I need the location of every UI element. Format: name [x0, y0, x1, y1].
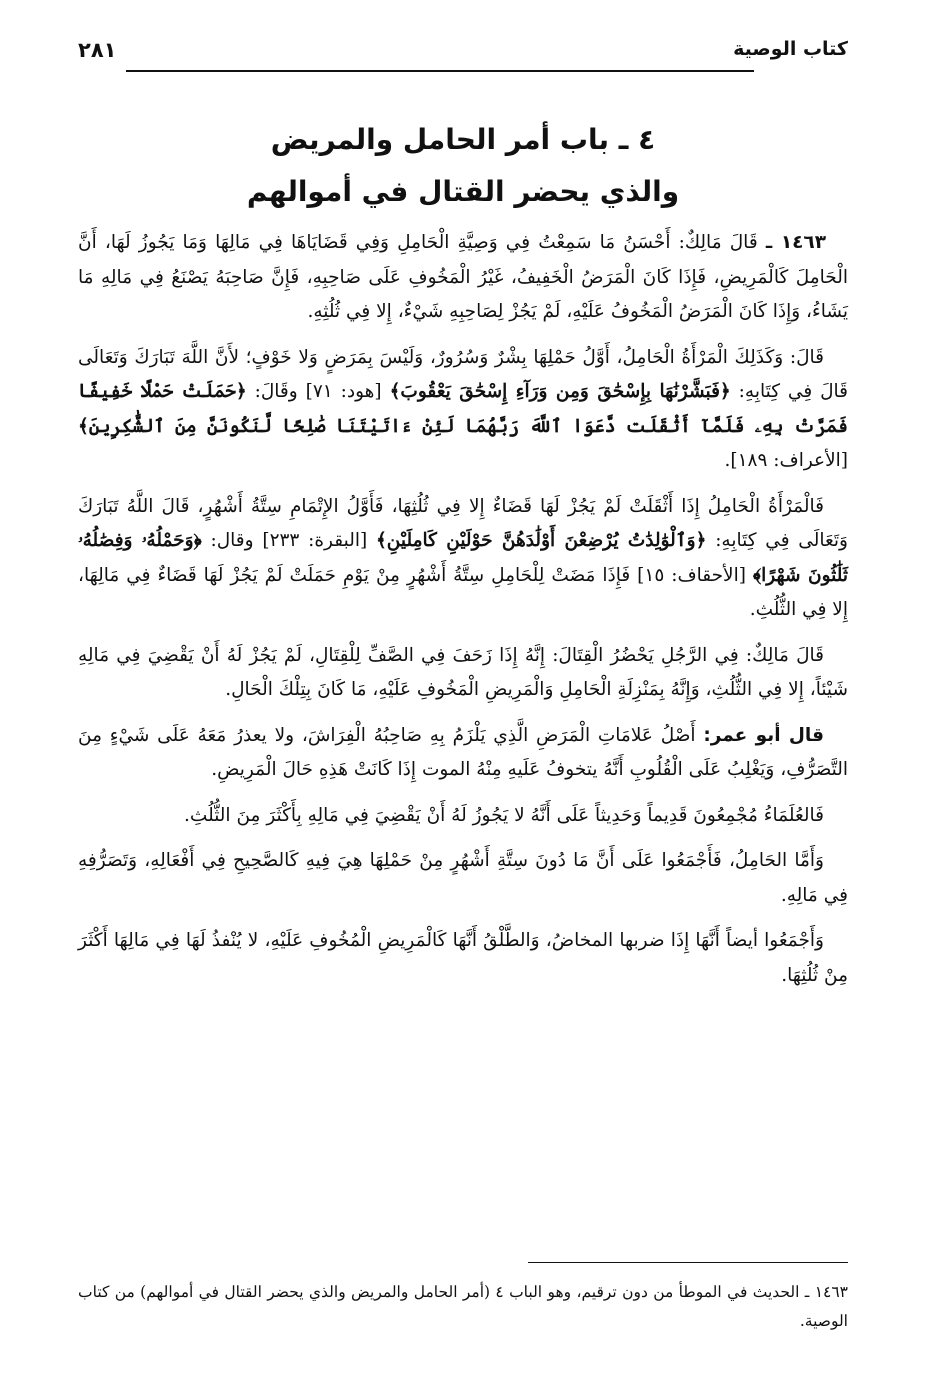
- paragraph: [78, 799, 848, 834]
- paragraph: [78, 341, 848, 479]
- quran-verse: ﴿وَحَمْلُهُۥ وَفِصَٰلُهُۥ ثَلَٰثُونَ شَهْرًا﴾: [78, 530, 849, 586]
- paragraph-text: فَالعُلَمَاءُ مُجْمِعُونَ قَدِيماً وَحَدِيثاً عَلَى أَنَّهُ لا يَجُوزُ لَهُ أَنْ يَقْضِيَ فِي مَالِهِ بِأَكْثَرَ مِنَ الثُّلُثِ.: [184, 804, 824, 826]
- hadith-number: ١٤٦٣ ـ: [765, 232, 827, 253]
- chapter-title-line-1: ٤ ـ باب أمر الحامل والمريض: [270, 123, 656, 156]
- paragraph: [78, 924, 848, 993]
- footnote-rule: [528, 1262, 848, 1263]
- verse-reference: [هود: ٧١] وقَالَ:: [254, 381, 382, 402]
- running-header: [78, 38, 848, 74]
- paragraph-text: فَالْمَرْأَةُ الْحَامِلُ إِذَا أَثْقَلَتْ لَمْ يَجُزْ لَهَا قَضَاءٌ إِلا فِي ثُلُثِهَا، فَأَوَّلُ الإِتْمَامِ سِتَّةُ أَشْهُرٍ، قَالَ اللَّهُ تَبَارَكَ وَتَعَالَى فِي كِتَابِهِ:: [78, 495, 848, 551]
- speaker-label: قال أبو عمر:: [703, 724, 824, 746]
- paragraph: [78, 490, 848, 628]
- verse-reference: [البقرة: ٢٣٣] وقال:: [210, 530, 368, 551]
- paragraph-text: أَصْلُ عَلامَاتِ الْمَرَضِ الَّذِي يَلْزَمُ بِهِ صَاحِبُهُ الْفِرَاشَ، ولا يعذرُ مَعَهُ عَلَى شَيْءٍ مِنَ التَّصَرُّفِ، وَيَغْلِبُ عَلَى الْقُلُوبِ أَنَّهُ يتخوفُ عَلَيهِ مِنْهُ الموت إِذَا كَانَتْ هَذِهِ حَالَ الْمَرِيضِ.: [78, 724, 848, 780]
- chapter-title-line-2: والذي يحضر القتال في أموالهم: [246, 175, 680, 208]
- quran-verse: ﴿فَبَشَّرْنَٰهَا بِإِسْحَٰقَ وَمِن وَرَآءِ إِسْحَٰقَ يَعْقُوبَ﴾: [389, 381, 731, 402]
- paragraph: [78, 844, 848, 913]
- paragraph: [78, 639, 848, 708]
- book-title: كتاب الوصية: [733, 38, 848, 60]
- paragraph-text: وَأَمَّا الحَامِلُ، فَأَجْمَعُوا عَلَى أَنَّ مَا دُونَ سِتَّةِ أَشْهُرٍ مِنْ حَمْلِهَا هِيَ فِيهِ كَالصَّحِيحِ فِي أَفْعَالِهِ، وَتَصَرُّفِهِ فِي مَالِهِ.: [78, 850, 848, 906]
- quran-verse: ﴿حَمَلَتْ حَمْلًا خَفِيفًا فَمَرَّتْ بِهِۦ فَلَمَّآ أَثْقَلَت دَّعَوَا ٱللَّهَ رَبَّهُمَا لَئِنْ ءَاتَيْتَنَا صَٰلِحًا لَّنَكُونَنَّ مِنَ ٱلشَّٰكِرِينَ﴾: [78, 381, 848, 437]
- hadith-paragraph: [78, 226, 848, 330]
- paragraph-text: وَأَجْمَعُوا أيضاً أَنَّهَا إِذَا ضربها المخاضُ، وَالطَّلْقُ أَنَّهَا كَالْمَرِيضِ الْمُخُوفِ عَلَيْهِ، لا يُنْفذُ لَهَا فِي مَالِهَا أَكْثَرَ مِنْ ثُلُثِهَا.: [78, 930, 848, 986]
- page-number: ٢٨١: [78, 38, 117, 62]
- chapter-title: [78, 114, 848, 218]
- paragraph-text: قَالَ: وَكَذَلِكَ الْمَرْأَةُ الْحَامِلُ، أَوَّلُ حَمْلِهَا بِشْرٌ وَسُرُورٌ، وَلَيْسَ بِمَرَضٍ وَلا خَوْفٍ؛ لأَنَّ اللَّهَ تَبَارَكَ وَتَعَالَى قَالَ فِي كِتَابِهِ:: [78, 346, 849, 402]
- body-text: [78, 226, 848, 1004]
- paragraph: [78, 719, 848, 788]
- paragraph-text: [الأحقاف: ١٥] فَإِذَا مَضَتْ لِلْحَامِلِ سِتَّةُ أَشْهُرٍ مِنْ يَوْمِ حَمَلَتْ لَمْ يَجُزْ لَهَا قَضَاءٌ فِي مَالِهَا، إِلا فِي الثُّلُثِ.: [78, 564, 848, 620]
- quran-verse: ﴿وَٱلْوَٰلِدَٰتُ يُرْضِعْنَ أَوْلَٰدَهُنَّ حَوْلَيْنِ كَامِلَيْنِ﴾: [375, 530, 707, 551]
- book-page: [78, 28, 848, 1368]
- verse-reference: [الأعراف: ١٨٩].: [724, 450, 848, 471]
- footnote: ١٤٦٣ ـ الحديث في الموطأ من دون ترقيم، وهو الباب ٤ (أمر الحامل والمريض والذي يحضر القتال في أموالهم) من كتاب الوصية.: [78, 1283, 848, 1330]
- hadith-text: قَالَ مَالِكٌ: أَحْسَنُ مَا سَمِعْتُ فِي وَصِيَّةِ الْحَامِلِ وَفِي قَضَايَاهَا فِي مَالِهَا وَمَا يَجُوزُ لَهَا، أَنَّ الْحَامِلَ كَالْمَرِيضِ، فَإِذَا كَانَ الْمَرَضُ الْخَفِيفُ، غَيْرُ الْمَخُوفِ عَلَى صَاحِبِهِ، فَإِنَّ صَاحِبَهُ يَصْنَعُ فِي مَالِهِ مَا يَشَاءُ، وَإِذَا كَانَ الْمَرَضُ الْمَخُوفُ عَلَيْهِ، لَمْ يَجُزْ لِصَاحِبِهِ شَيْءٌ، إِلا فِي ثُلُثِهِ.: [78, 232, 848, 322]
- header-rule: [126, 70, 754, 72]
- paragraph-text: قَالَ مَالِكٌ: فِي الرَّجُلِ يَحْضُرُ الْقِتَالَ: إِنَّهُ إِذَا زَحَفَ فِي الصَّفِّ لِلْقِتَالِ، لَمْ يَجُزْ لَهُ أَنْ يَقْضِيَ فِي مَالِهِ شَيْئاً، إِلا فِي الثُّلُثِ، وَإِنَّهُ بِمَنْزِلَةِ الْحَامِلِ وَالْمَرِيضِ الْمَخُوفِ عَلَيْهِ، مَا كَانَ بِتِلْكَ الْحَالِ.: [78, 644, 848, 700]
